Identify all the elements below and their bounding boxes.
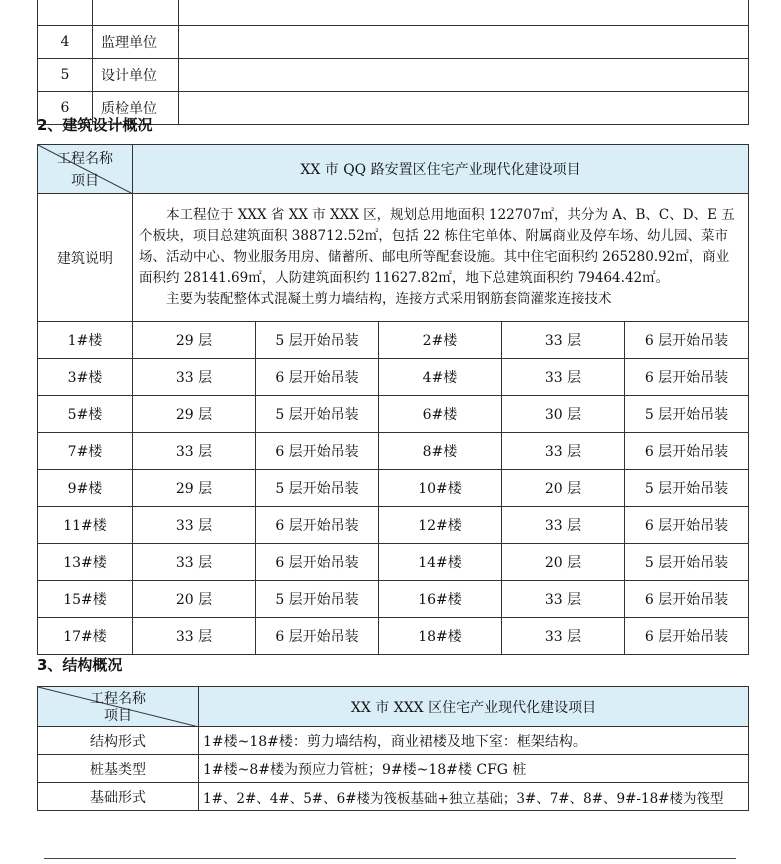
building-name: 5#楼 bbox=[38, 396, 133, 433]
building-row bbox=[38, 359, 749, 396]
table-row bbox=[38, 727, 749, 755]
floor-count: 33 层 bbox=[502, 359, 625, 396]
building-row bbox=[38, 544, 749, 581]
structure-table bbox=[37, 686, 749, 811]
building-row bbox=[38, 433, 749, 470]
floor-count: 20 层 bbox=[133, 581, 256, 618]
header-top-label: 工程名称 bbox=[57, 151, 113, 167]
building-name: 13#楼 bbox=[38, 544, 133, 581]
description-label: 建筑说明 bbox=[38, 194, 133, 322]
row-label: 桩基类型 bbox=[38, 755, 199, 783]
header-bottom-label: 项目 bbox=[71, 173, 99, 189]
floor-count: 33 层 bbox=[133, 507, 256, 544]
building-name: 17#楼 bbox=[38, 618, 133, 655]
building-name: 7#楼 bbox=[38, 433, 133, 470]
table-header-row bbox=[38, 145, 749, 194]
building-row bbox=[38, 507, 749, 544]
lift-start: 5 层开始吊装 bbox=[625, 544, 749, 581]
lift-start: 5 层开始吊装 bbox=[256, 322, 379, 359]
unit-value bbox=[179, 92, 749, 125]
units-table bbox=[37, 0, 749, 125]
floor-count: 33 层 bbox=[133, 544, 256, 581]
footer-divider bbox=[44, 858, 736, 859]
unit-value bbox=[179, 26, 749, 59]
building-name: 4#楼 bbox=[379, 359, 502, 396]
header-top-label: 工程名称 bbox=[90, 691, 146, 707]
lift-start: 6 层开始吊装 bbox=[625, 618, 749, 655]
lift-start: 6 层开始吊装 bbox=[256, 433, 379, 470]
table-row bbox=[38, 0, 749, 26]
table-row bbox=[38, 783, 749, 811]
floor-count: 33 层 bbox=[502, 433, 625, 470]
table-row bbox=[38, 755, 749, 783]
building-design-table bbox=[37, 144, 749, 655]
floor-count: 33 层 bbox=[502, 581, 625, 618]
unit-name: 监理单位 bbox=[93, 26, 179, 59]
table-header-row bbox=[38, 687, 749, 727]
floor-count: 33 层 bbox=[133, 433, 256, 470]
building-row bbox=[38, 470, 749, 507]
lift-start: 6 层开始吊装 bbox=[625, 322, 749, 359]
floor-count: 29 层 bbox=[133, 322, 256, 359]
row-number: 4 bbox=[38, 26, 93, 59]
description-text bbox=[133, 194, 749, 322]
section3-heading: 3、结构概况 bbox=[37, 656, 123, 674]
floor-count: 29 层 bbox=[133, 470, 256, 507]
row-label: 结构形式 bbox=[38, 727, 199, 755]
lift-start: 6 层开始吊装 bbox=[256, 544, 379, 581]
lift-start: 6 层开始吊装 bbox=[625, 581, 749, 618]
project-name: XX 市 XXX 区住宅产业现代化建设项目 bbox=[199, 687, 749, 727]
building-name: 11#楼 bbox=[38, 507, 133, 544]
row-value: 1#楼~18#楼：剪力墙结构，商业裙楼及地下室：框架结构。 bbox=[199, 727, 749, 755]
building-name: 14#楼 bbox=[379, 544, 502, 581]
floor-count: 33 层 bbox=[502, 322, 625, 359]
building-row bbox=[38, 322, 749, 359]
floor-count: 33 层 bbox=[502, 507, 625, 544]
lift-start: 5 层开始吊装 bbox=[256, 470, 379, 507]
building-name: 6#楼 bbox=[379, 396, 502, 433]
lift-start: 5 层开始吊装 bbox=[625, 396, 749, 433]
diagonal-header-cell bbox=[38, 145, 133, 194]
building-name: 12#楼 bbox=[379, 507, 502, 544]
description-paragraph: 本工程位于 XXX 省 XX 市 XXX 区，规划总用地面积 122707㎡，共分为 A、B、C、D、E 五个板块，项目总建筑面积 388712.52㎡，包括 22 栋住宅单体、附属商业及停车场、幼儿园、菜市场、活动中心、物业服务用房、储蓄所、邮电所等配套设施。其中住宅面积约 265280.92㎡，商业面积约 28141.69㎡，人防建筑面积约 11627.82㎡，地下总建筑面积约 79464.42㎡。 bbox=[139, 207, 735, 286]
building-name: 16#楼 bbox=[379, 581, 502, 618]
lift-start: 6 层开始吊装 bbox=[625, 359, 749, 396]
description-paragraph: 主要为装配整体式混凝土剪力墙结构，连接方式采用钢筋套筒灌浆连接技术 bbox=[166, 291, 612, 307]
building-row bbox=[38, 581, 749, 618]
floor-count: 33 层 bbox=[133, 359, 256, 396]
lift-start: 6 层开始吊装 bbox=[256, 359, 379, 396]
unit-name: 设计单位 bbox=[93, 59, 179, 92]
building-name: 8#楼 bbox=[379, 433, 502, 470]
building-name: 15#楼 bbox=[38, 581, 133, 618]
project-name: XX 市 QQ 路安置区住宅产业现代化建设项目 bbox=[133, 145, 749, 194]
lift-start: 6 层开始吊装 bbox=[625, 507, 749, 544]
row-value: 1#、2#、4#、5#、6#楼为筏板基础+独立基础；3#、7#、8#、9#-18#楼为筏型 bbox=[199, 783, 749, 811]
floor-count: 20 层 bbox=[502, 470, 625, 507]
table-row bbox=[38, 26, 749, 59]
floor-count: 20 层 bbox=[502, 544, 625, 581]
description-row bbox=[38, 194, 749, 322]
lift-start: 6 层开始吊装 bbox=[256, 507, 379, 544]
building-row bbox=[38, 396, 749, 433]
lift-start: 5 层开始吊装 bbox=[256, 581, 379, 618]
lift-start: 6 层开始吊装 bbox=[625, 433, 749, 470]
row-value: 1#楼~8#楼为预应力管桩；9#楼~18#楼 CFG 桩 bbox=[199, 755, 749, 783]
header-bottom-label: 项目 bbox=[104, 708, 132, 724]
lift-start: 5 层开始吊装 bbox=[625, 470, 749, 507]
row-label: 基础形式 bbox=[38, 783, 199, 811]
building-name: 10#楼 bbox=[379, 470, 502, 507]
building-name: 9#楼 bbox=[38, 470, 133, 507]
unit-value bbox=[179, 59, 749, 92]
diagonal-header-cell bbox=[38, 687, 199, 727]
lift-start: 6 层开始吊装 bbox=[256, 618, 379, 655]
floor-count: 29 层 bbox=[133, 396, 256, 433]
building-name: 3#楼 bbox=[38, 359, 133, 396]
row-number: 6 bbox=[38, 92, 93, 125]
section2-heading: 2、建筑设计概况 bbox=[37, 116, 153, 134]
lift-start: 5 层开始吊装 bbox=[256, 396, 379, 433]
building-name: 1#楼 bbox=[38, 322, 133, 359]
floor-count: 33 层 bbox=[133, 618, 256, 655]
floor-count: 30 层 bbox=[502, 396, 625, 433]
building-name: 18#楼 bbox=[379, 618, 502, 655]
floor-count: 33 层 bbox=[502, 618, 625, 655]
unit-name: 质检单位 bbox=[93, 92, 179, 125]
building-name: 2#楼 bbox=[379, 322, 502, 359]
table-row bbox=[38, 59, 749, 92]
building-row bbox=[38, 618, 749, 655]
row-number: 5 bbox=[38, 59, 93, 92]
